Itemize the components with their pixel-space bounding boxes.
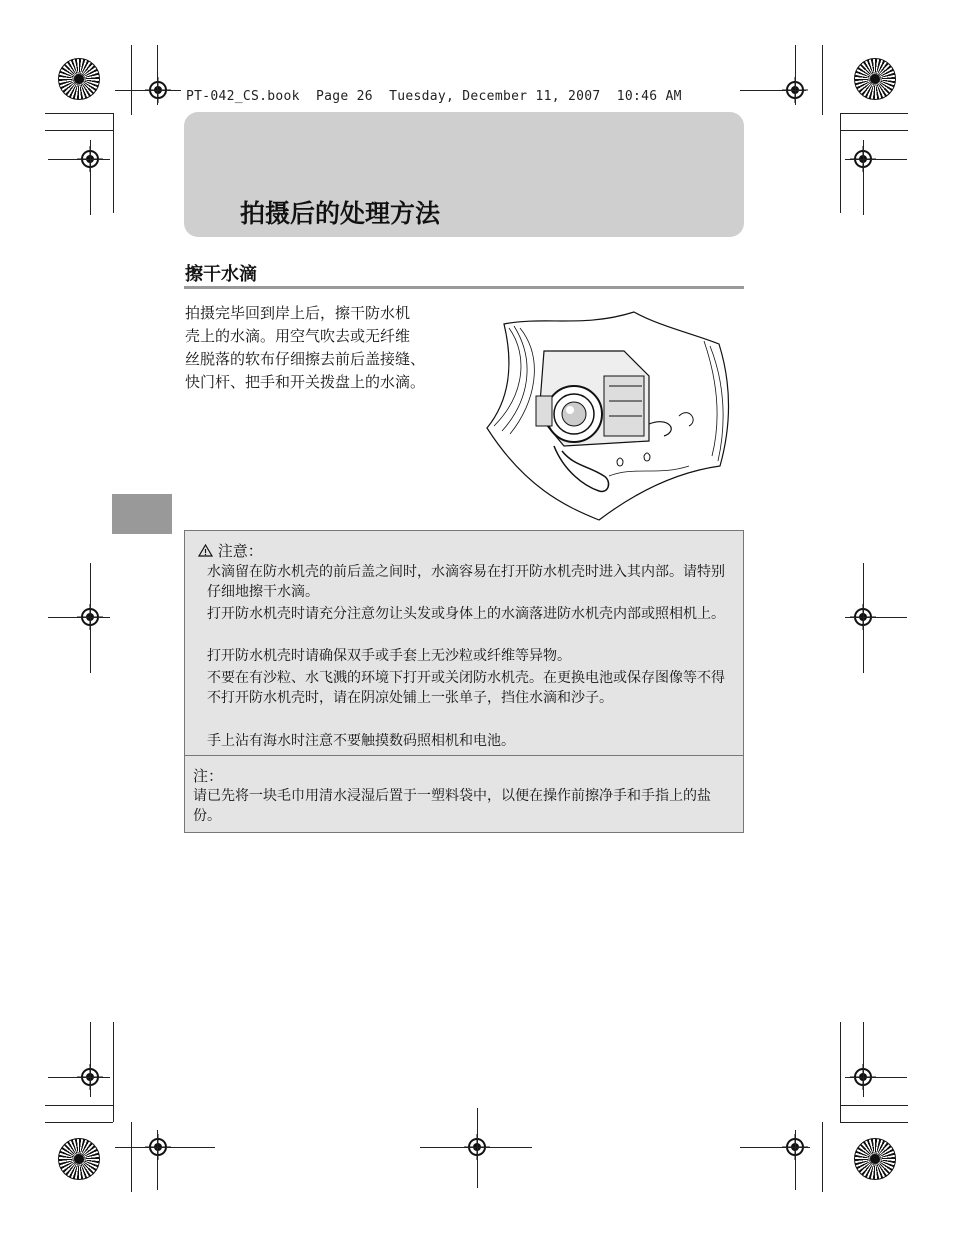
registration-star-icon xyxy=(854,58,896,100)
note-title: 注： xyxy=(193,767,224,785)
intro-paragraph xyxy=(185,302,470,394)
registration-star-icon xyxy=(58,58,100,100)
caution-item: 打开防水机壳时请充分注意勿让头发或身体上的水滴落进防水机壳内部或照相机上。 xyxy=(207,606,725,622)
page-title: 拍摄后的处理方法 xyxy=(240,199,441,228)
caution-item: 手上沾有海水时注意不要触摸数码照相机和电池。 xyxy=(207,733,515,749)
registration-star-icon xyxy=(58,1138,100,1180)
book-header-info: PT-042_CS.book Page 26 Tuesday, December 11, 2007 10:46 AM xyxy=(186,89,682,104)
caution-title: 注意： xyxy=(217,542,263,560)
section-heading: 擦干水滴 xyxy=(185,264,257,285)
caution-item: 不要在有沙粒、水飞溅的环境下打开或关闭防水机壳。在更换电池或保存图像等不得不打开防水机壳时，请在阴凉处铺上一张单子，挡住水滴和沙子。 xyxy=(207,670,725,706)
warning-triangle-icon xyxy=(198,544,213,557)
chapter-side-tab xyxy=(112,494,172,534)
note-text: 请已先将一块毛巾用清水浸湿后置于一塑料袋中，以便在操作前擦净手和手指上的盐份。 xyxy=(193,788,711,824)
camera-in-towel-illustration xyxy=(484,306,734,524)
intro-line: 拍摄完毕回到岸上后，擦干防水机 xyxy=(185,304,411,322)
section-divider xyxy=(184,286,744,289)
caution-heading xyxy=(198,540,263,561)
caution-item: 水滴留在防水机壳的前后盖之间时，水滴容易在打开防水机壳时进入其内部。请特别仔细地擦干水滴。 xyxy=(207,564,725,600)
registration-star-icon xyxy=(854,1138,896,1180)
intro-line: 丝脱落的软布仔细擦去前后盖接缝、 xyxy=(185,350,426,368)
intro-line: 快门杆、把手和开关拨盘上的水滴。 xyxy=(185,373,426,391)
intro-line: 壳上的水滴。用空气吹去或无纤维 xyxy=(185,327,411,345)
caution-item: 打开防水机壳时请确保双手或手套上无沙粒或纤维等异物。 xyxy=(207,648,571,664)
